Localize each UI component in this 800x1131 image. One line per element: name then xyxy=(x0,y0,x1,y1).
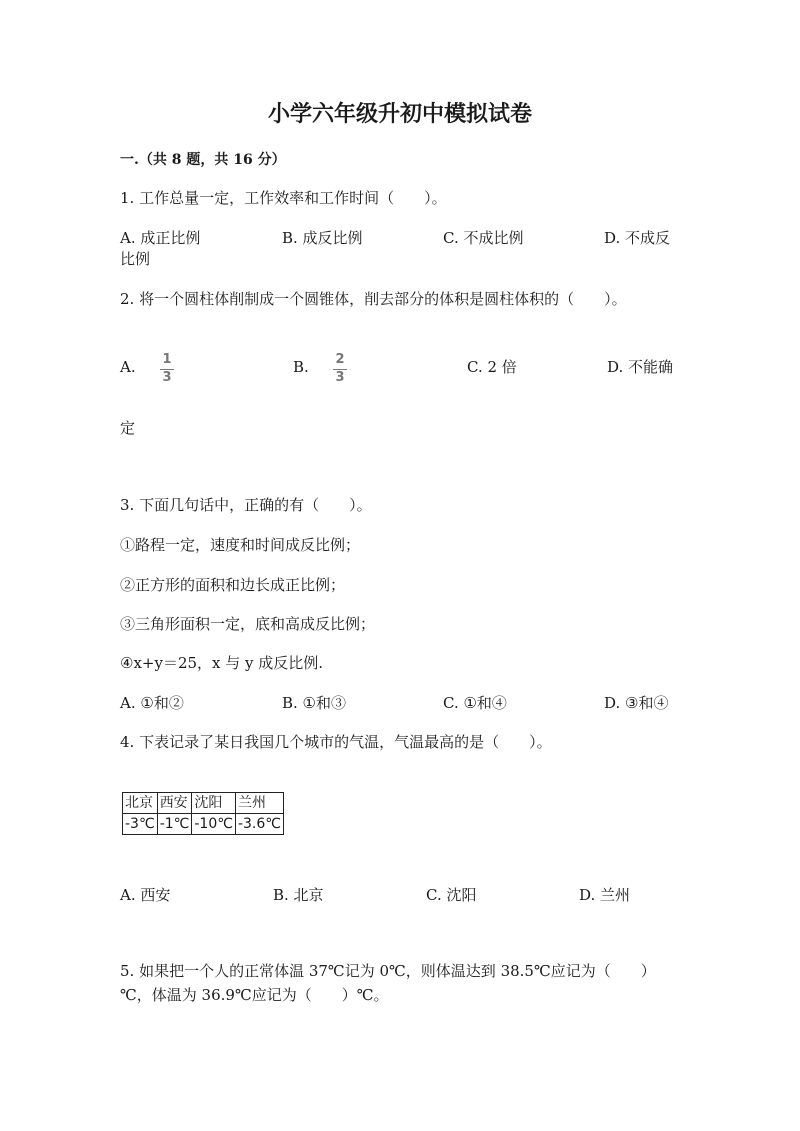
q2-option-b-fraction xyxy=(333,353,347,385)
question-1-stem: 1. 工作总量一定，工作效率和工作时间（ ）。 xyxy=(120,189,447,207)
q2-option-a[interactable]: A. xyxy=(120,358,136,376)
table-cell-city: 兰州 xyxy=(235,793,283,814)
fraction-denominator: 3 xyxy=(162,370,172,385)
fraction-numerator: 2 xyxy=(335,352,345,367)
q1-option-d-cont: 比例 xyxy=(120,250,151,268)
table-cell-temp: -3.6℃ xyxy=(235,814,283,835)
table-cell-temp: -3℃ xyxy=(123,814,158,835)
q3-option-d[interactable]: D. ③和④ xyxy=(604,694,669,712)
q3-statement-3: ③三角形面积一定，底和高成反比例； xyxy=(120,615,376,633)
q3-option-c[interactable]: C. ①和④ xyxy=(443,694,507,712)
page-title: 小学六年级升初中模拟试卷 xyxy=(267,101,532,127)
question-4-stem: 4. 下表记录了某日我国几个城市的气温，气温最高的是（ ）。 xyxy=(120,733,552,751)
fraction-denominator: 3 xyxy=(335,370,345,385)
q4-option-c[interactable]: C. 沈阳 xyxy=(426,886,477,904)
table-cell-temp: -10℃ xyxy=(192,814,236,835)
table-cell-city: 西安 xyxy=(157,793,192,814)
q2-option-d[interactable]: D. 不能确 xyxy=(607,358,674,376)
table-row-temps xyxy=(123,814,284,835)
fraction-numerator: 1 xyxy=(162,352,172,367)
question-3-stem: 3. 下面几句话中，正确的有（ ）。 xyxy=(120,496,372,514)
q3-statement-1: ①路程一定，速度和时间成反比例； xyxy=(120,536,361,554)
question-5-line-1: 5. 如果把一个人的正常体温 37℃记为 0℃，则体温达到 38.5℃应记为（ ） xyxy=(120,962,656,980)
table-cell-city: 北京 xyxy=(123,793,158,814)
table-cell-temp: -1℃ xyxy=(157,814,192,835)
temperature-table xyxy=(122,792,284,835)
q1-option-d[interactable]: D. 不成反 xyxy=(604,229,671,247)
q3-statement-2: ②正方形的面积和边长成正比例； xyxy=(120,576,346,594)
q4-option-d[interactable]: D. 兰州 xyxy=(579,886,631,904)
q2-option-a-fraction xyxy=(160,353,174,385)
q3-option-b[interactable]: B. ①和③ xyxy=(282,694,347,712)
table-row-cities xyxy=(123,793,284,814)
q4-option-b[interactable]: B. 北京 xyxy=(273,886,324,904)
q2-option-b[interactable]: B. xyxy=(293,358,309,376)
q1-option-b[interactable]: B. 成反比例 xyxy=(282,229,363,247)
q3-statement-4: ④x+y＝25，x 与 y 成反比例. xyxy=(120,654,324,672)
table-cell-city: 沈阳 xyxy=(192,793,236,814)
q2-option-d-cont: 定 xyxy=(120,419,136,437)
question-5-line-2: ℃，体温为 36.9℃应记为（ ）℃。 xyxy=(120,986,389,1004)
q1-option-a[interactable]: A. 成正比例 xyxy=(120,229,201,247)
question-2-stem: 2. 将一个圆柱体削制成一个圆锥体，削去部分的体积是圆柱体积的（ ）。 xyxy=(120,290,627,308)
q1-option-c[interactable]: C. 不成比例 xyxy=(443,229,524,247)
q4-option-a[interactable]: A. 西安 xyxy=(120,886,171,904)
q2-option-c[interactable]: C. 2 倍 xyxy=(467,358,517,376)
section-heading: 一.（共 8 题，共 16 分） xyxy=(120,152,286,168)
q3-option-a[interactable]: A. ①和② xyxy=(120,694,184,712)
